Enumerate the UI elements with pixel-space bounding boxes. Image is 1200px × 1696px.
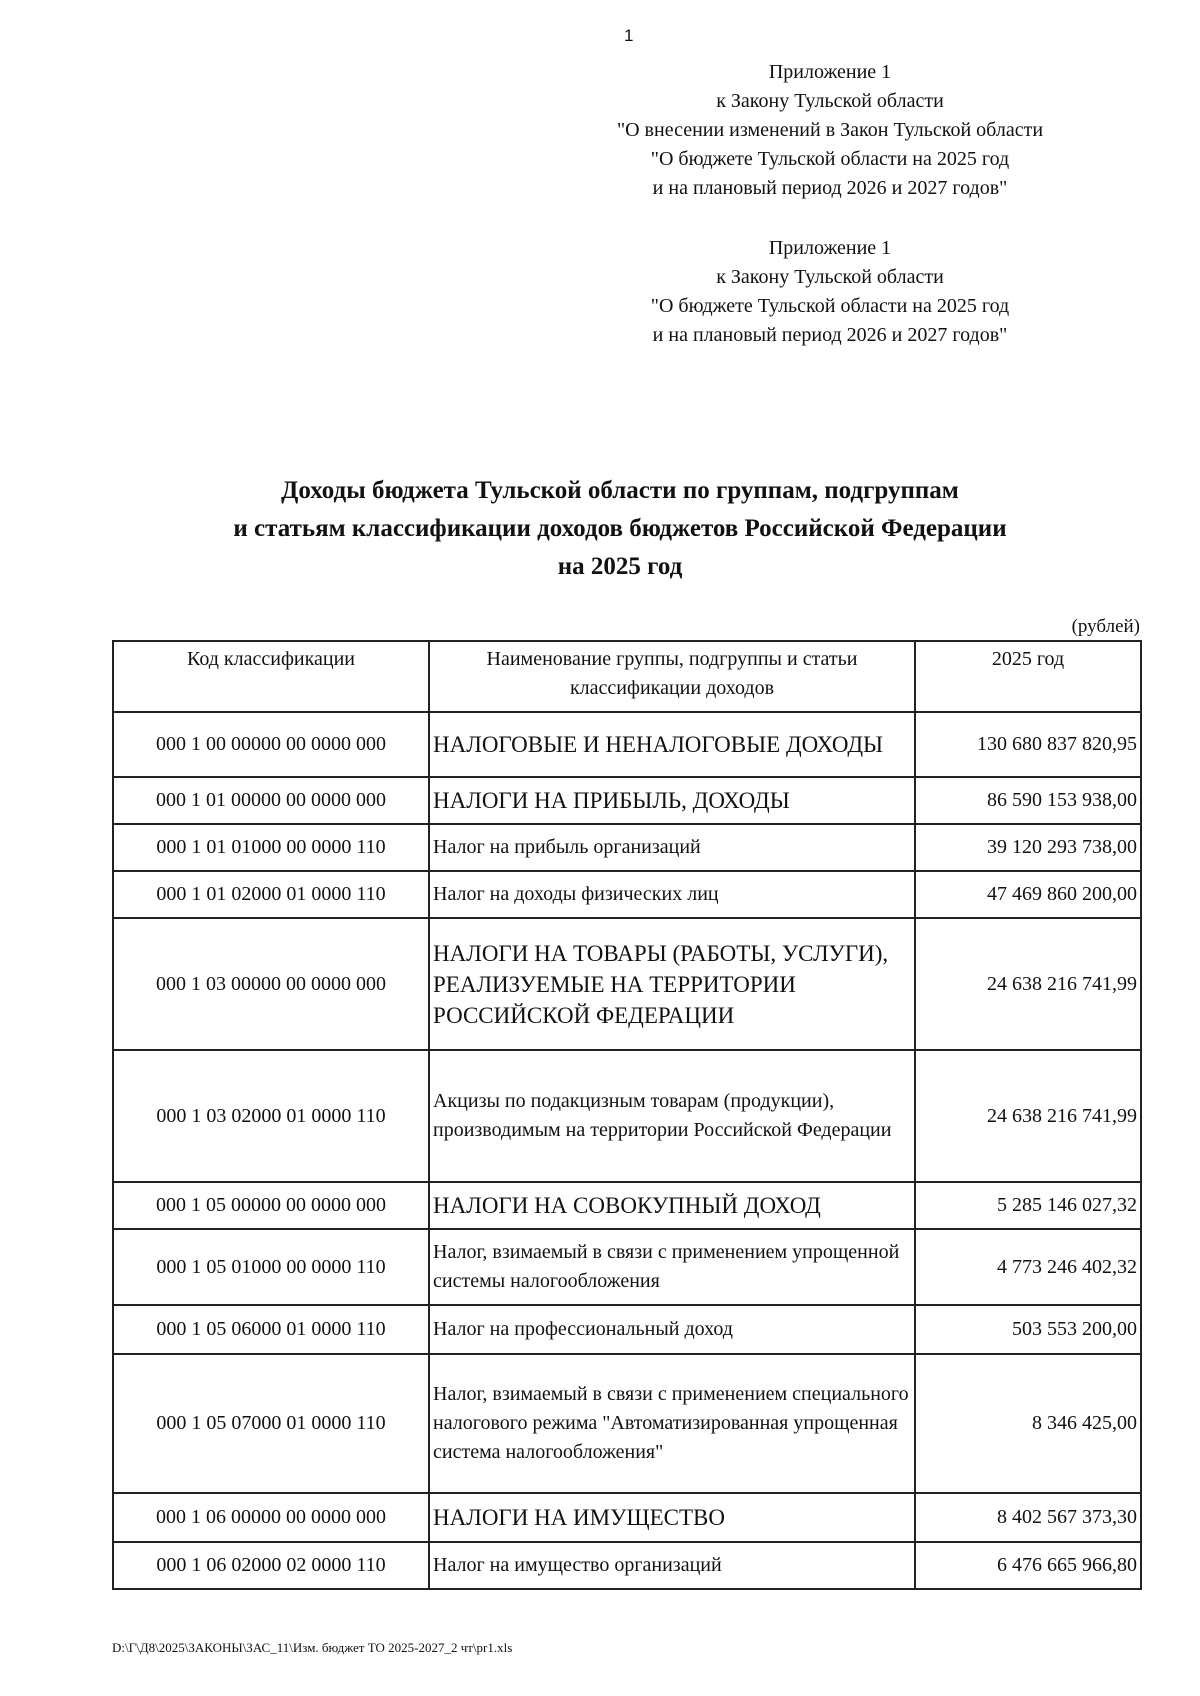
table-row [113,1542,1141,1589]
cell-amount: 503 553 200,00 [915,1305,1141,1354]
cell-amount: 4 773 246 402,32 [915,1229,1141,1305]
cell-name: Налог на имущество организаций [429,1542,915,1589]
appendix-line: "О внесении изменений в Закон Тульской области [616,119,1044,141]
page-number: 1 [624,26,634,45]
appendix-line: и на плановый период 2026 и 2027 годов" [652,177,1008,199]
cell-code: 000 1 01 02000 01 0000 110 [113,871,429,918]
cell-amount: 24 638 216 741,99 [915,918,1141,1050]
cell-code: 000 1 05 00000 00 0000 000 [113,1182,429,1229]
cell-amount: 130 680 837 820,95 [915,712,1141,777]
cell-name: Налог, взимаемый в связи с применением упрощенной системы налогообложения [429,1229,915,1305]
cell-code: 000 1 05 06000 01 0000 110 [113,1305,429,1354]
cell-name: Налог, взимаемый в связи с применением специального налогового режима "Автоматизированная упрощенная система налогообложения" [429,1354,915,1493]
cell-amount: 47 469 860 200,00 [915,871,1141,918]
cell-name: Налог на доходы физических лиц [429,871,915,918]
title-line: на 2025 год [557,553,683,580]
cell-name: НАЛОГИ НА СОВОКУПНЫЙ ДОХОД [429,1182,915,1229]
cell-code: 000 1 03 02000 01 0000 110 [113,1050,429,1182]
table-row [113,871,1141,918]
cell-amount: 24 638 216 741,99 [915,1050,1141,1182]
revenue-table [112,640,1142,1590]
table-row [113,824,1141,871]
appendix-line: Приложение 1 [768,237,892,259]
footer-file-path: D:\Г\Д8\2025\ЗАКОНЫ\ЗАС_11\Изм. бюджет ТО 2025-2027_2 чт\pr1.xls [112,1640,513,1655]
cell-code: 000 1 05 01000 00 0000 110 [113,1229,429,1305]
cell-name: НАЛОГИ НА ИМУЩЕСТВО [429,1493,915,1542]
header-name: Наименование группы, подгруппы и статьи классификации доходов [429,641,915,712]
cell-code: 000 1 05 07000 01 0000 110 [113,1354,429,1493]
cell-code: 000 1 00 00000 00 0000 000 [113,712,429,777]
header-amount: 2025 год [915,641,1141,712]
cell-amount: 8 402 567 373,30 [915,1493,1141,1542]
table-row [113,1050,1141,1182]
cell-amount: 6 476 665 966,80 [915,1542,1141,1589]
table-row [113,712,1141,777]
table-row [113,918,1141,1050]
cell-code: 000 1 01 01000 00 0000 110 [113,824,429,871]
table-row [113,1305,1141,1354]
cell-name: Акцизы по подакцизным товарам (продукции), производимым на территории Российской Федерации [429,1050,915,1182]
cell-amount: 39 120 293 738,00 [915,824,1141,871]
table-row [113,1182,1141,1229]
appendix-original-law [560,234,1100,350]
cell-amount: 8 346 425,00 [915,1354,1141,1493]
cell-amount: 5 285 146 027,32 [915,1182,1141,1229]
appendix-line: к Закону Тульской области [716,266,944,288]
cell-name: Налог на профессиональный доход [429,1305,915,1354]
cell-name: НАЛОГИ НА ПРИБЫЛЬ, ДОХОДЫ [429,777,915,824]
header-code: Код классификации [113,641,429,712]
title-line: и статьям классификации доходов бюджетов Российской Федерации [233,515,1007,542]
table-row [113,1229,1141,1305]
table-header-row [113,641,1141,712]
appendix-line: к Закону Тульской области [716,90,944,112]
appendix-line: "О бюджете Тульской области на 2025 год [650,148,1010,170]
cell-name: НАЛОГОВЫЕ И НЕНАЛОГОВЫЕ ДОХОДЫ [429,712,915,777]
cell-name: НАЛОГИ НА ТОВАРЫ (РАБОТЫ, УСЛУГИ), РЕАЛИЗУЕМЫЕ НА ТЕРРИТОРИИ РОССИЙСКОЙ ФЕДЕРАЦИИ [429,918,915,1050]
document-title [100,472,1140,586]
appendix-line: и на плановый период 2026 и 2027 годов" [652,324,1008,346]
table-row [113,777,1141,824]
appendix-amending-law [560,58,1100,203]
units-label: (рублей) [1071,616,1140,637]
table-row [113,1493,1141,1542]
cell-code: 000 1 03 00000 00 0000 000 [113,918,429,1050]
appendix-line: Приложение 1 [768,61,892,83]
table-row [113,1354,1141,1493]
cell-name: Налог на прибыль организаций [429,824,915,871]
title-line: Доходы бюджета Тульской области по группам, подгруппам [281,477,959,504]
cell-code: 000 1 06 00000 00 0000 000 [113,1493,429,1542]
appendix-line: "О бюджете Тульской области на 2025 год [650,295,1010,317]
cell-code: 000 1 06 02000 02 0000 110 [113,1542,429,1589]
cell-code: 000 1 01 00000 00 0000 000 [113,777,429,824]
cell-amount: 86 590 153 938,00 [915,777,1141,824]
